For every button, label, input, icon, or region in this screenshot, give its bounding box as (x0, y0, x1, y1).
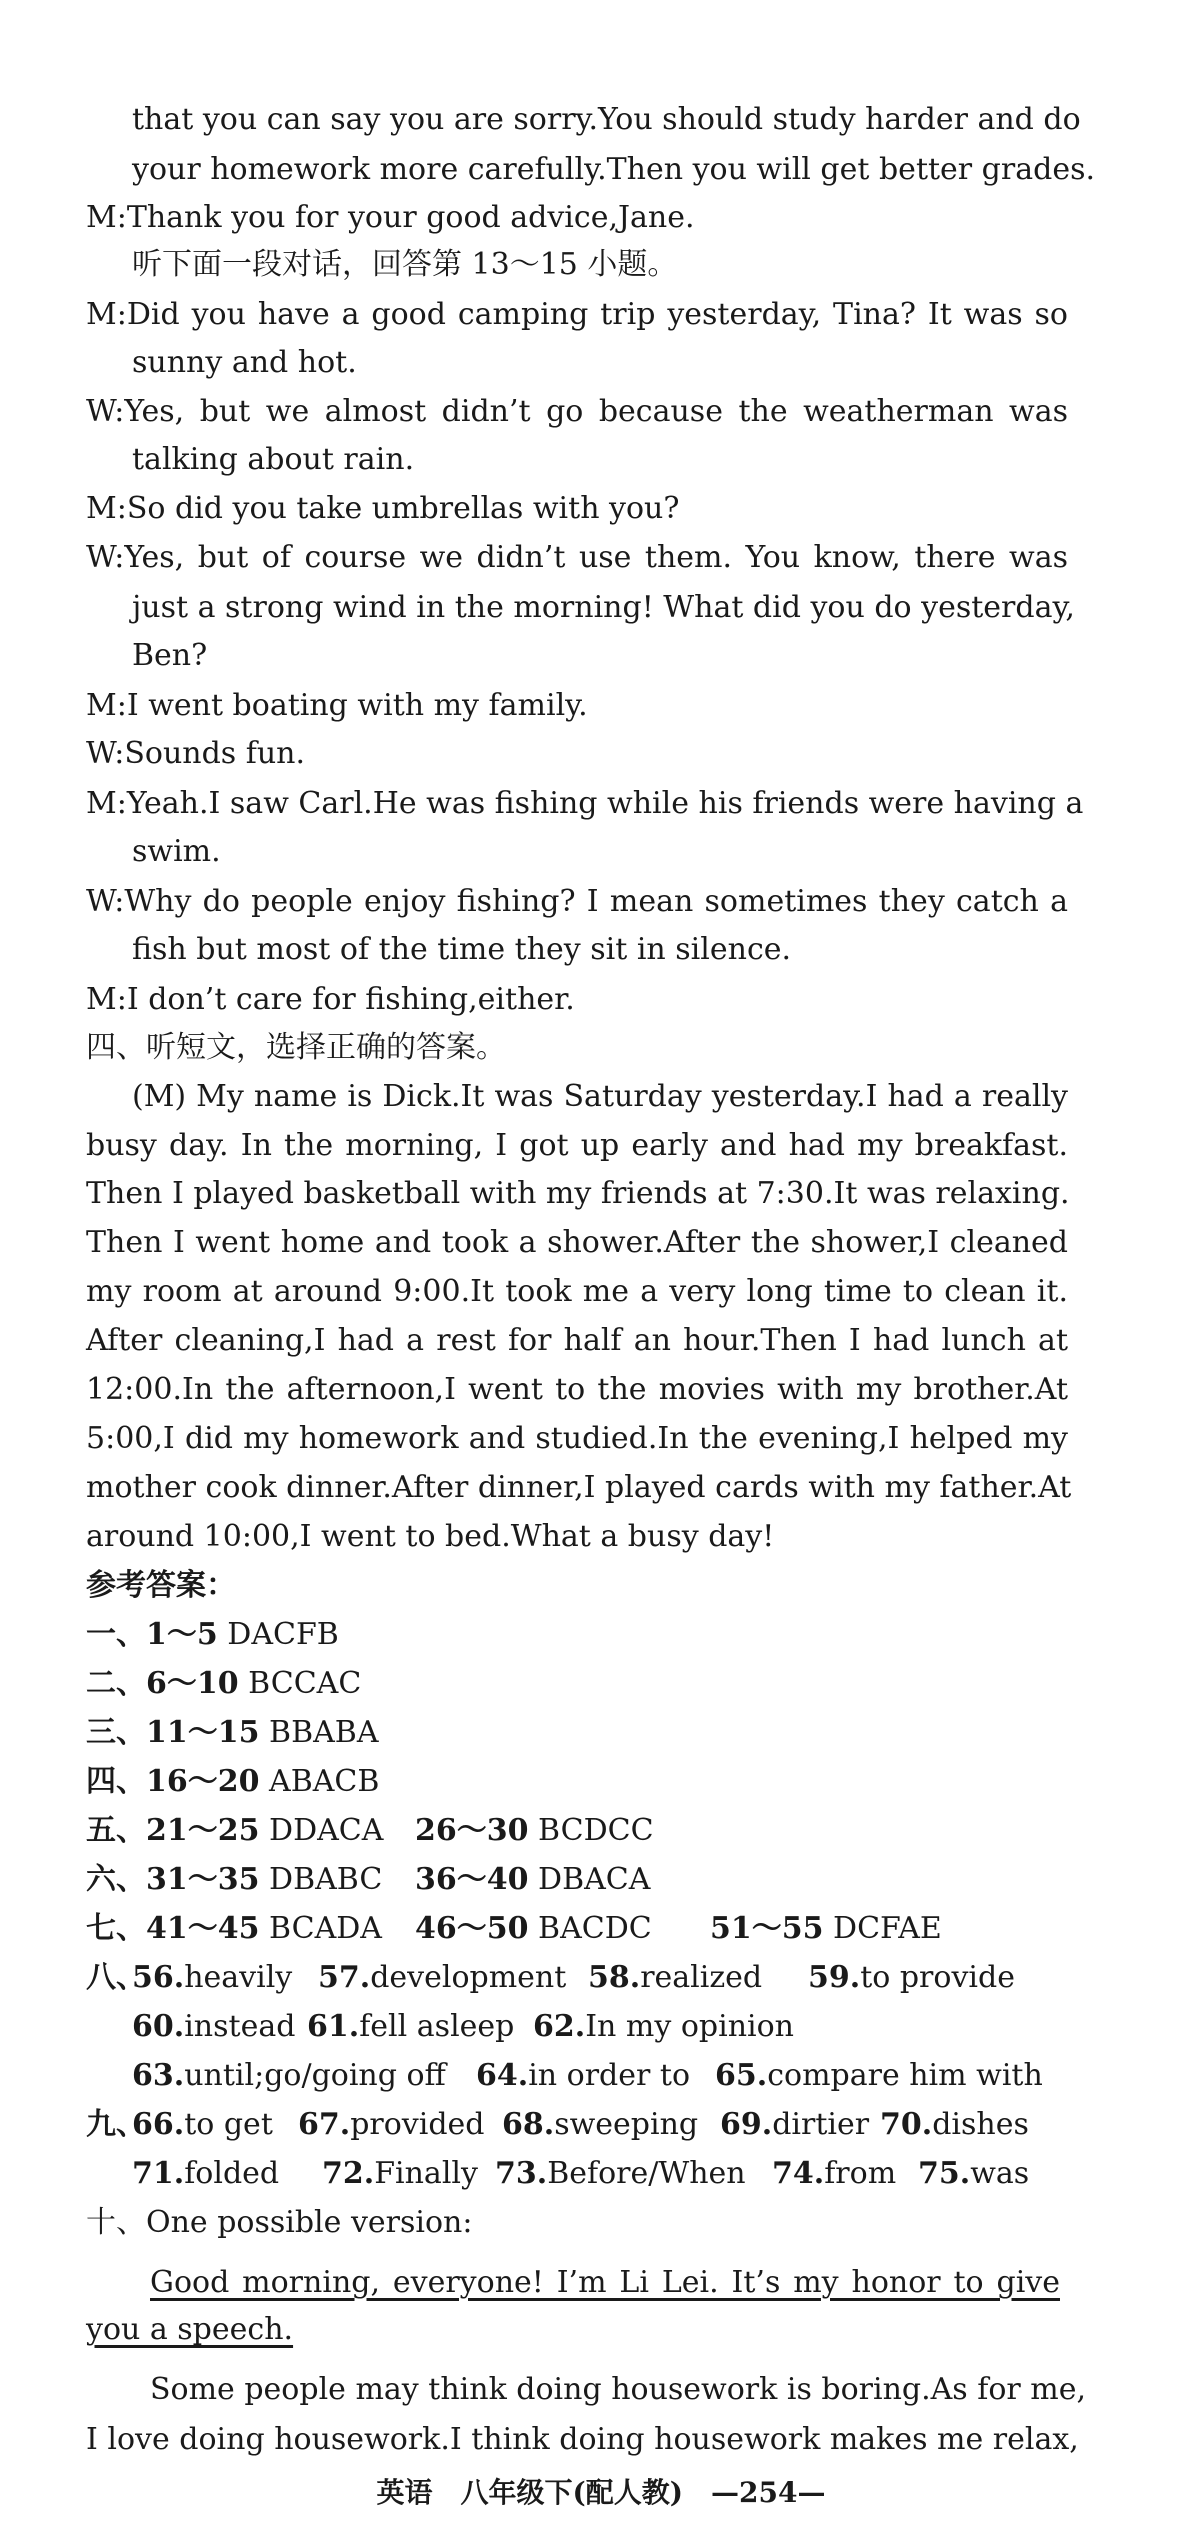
answer-item (307, 2007, 514, 2047)
answer-item (720, 2105, 869, 2145)
item-answer: fell asleep (359, 2009, 515, 2044)
item-answer: was (970, 2156, 1030, 2191)
answer-item (808, 1958, 1015, 1998)
answer-item (132, 2105, 273, 2145)
answer-item (132, 2007, 295, 2047)
dialogue-line: M:So did you take umbrellas with you? (86, 491, 680, 526)
item-answer: instead (184, 2009, 296, 2044)
item-answer: In my opinion (585, 2009, 795, 2044)
answers-heading: 参考答案： (86, 1568, 236, 1603)
answer-range: 六、31～35 (86, 1862, 260, 1897)
answer-range: 四、16～20 (86, 1764, 260, 1799)
dialogue-line: talking about rain. (132, 442, 415, 477)
instruction-13-15: 听下面一段对话，回答第 13～15 小题。 (132, 247, 678, 282)
answer-range: 36～40 (415, 1862, 529, 1897)
item-number: 65. (715, 2058, 768, 2093)
answer-range: 一、1～5 (86, 1617, 218, 1652)
item-answer: folded (184, 2156, 280, 2191)
passage-line: After cleaning,I had a rest for half an hour.Then I had lunch at (86, 1323, 1068, 1358)
essay-opening-line: Good morning, everyone! I’m Li Lei. It’s my honor to give (150, 2265, 1060, 2300)
dialogue-line: sunny and hot. (132, 345, 357, 380)
item-answer: heavily (184, 1960, 293, 1995)
section-label: 八、 (86, 1960, 146, 1995)
essay-line: Some people may think doing housework is boring.As for me, (150, 2372, 1087, 2407)
passage-line: 12:00.In the afternoon,I went to the movies with my brother.At (86, 1372, 1068, 1407)
answer-row (86, 1713, 379, 1753)
page-footer: 英语 八年级下(配人教) —254— (376, 2476, 826, 2509)
answer-item (132, 2056, 446, 2096)
answer-range: 五、21～25 (86, 1813, 260, 1848)
answer-item (476, 2056, 690, 2096)
dialogue-line: M:Did you have a good camping trip yesterday, Tina? It was so (86, 297, 1068, 332)
dialogue-line: W:Why do people enjoy fishing? I mean sometimes they catch a (86, 884, 1068, 919)
answer-row (86, 1860, 382, 1900)
item-answer: from (824, 2156, 897, 2191)
item-number: 71. (132, 2156, 185, 2191)
item-number: 64. (476, 2058, 529, 2093)
dialogue-line: Ben? (132, 638, 208, 673)
answer-item (588, 1958, 762, 1998)
answer-row (86, 1909, 382, 1949)
answer-key: BCCAC (238, 1666, 362, 1701)
passage-line: mother cook dinner.After dinner,I played cards with my father.At (86, 1470, 1072, 1505)
passage-line: Then I played basketball with my friends at 7:30.It was relaxing. (86, 1176, 1070, 1211)
answer-key: DACFB (217, 1617, 339, 1652)
dialogue-line: M:I don’t care for fishing,either. (86, 982, 575, 1017)
answer-row (710, 1909, 942, 1949)
item-number: 60. (132, 2009, 185, 2044)
item-answer: sweeping (554, 2107, 699, 2142)
answer-key: DBACA (528, 1862, 651, 1897)
answer-item (533, 2007, 794, 2047)
dialogue-line: M:Yeah.I saw Carl.He was fishing while his friends were having a (86, 786, 1084, 821)
item-number: 59. (808, 1960, 861, 1995)
passage-line: my room at around 9:00.It took me a very long time to clean it. (86, 1274, 1068, 1309)
answer-key: BCADA (259, 1911, 382, 1946)
item-number: 58. (588, 1960, 641, 1995)
dialogue-line: fish but most of the time they sit in silence. (132, 932, 792, 967)
passage-line: 5:00,I did my homework and studied.In the evening,I helped my (86, 1421, 1068, 1456)
answer-item (132, 2154, 279, 2194)
item-number: 72. (322, 2156, 375, 2191)
item-answer: compare him with (767, 2058, 1043, 2093)
answer-item (502, 2105, 698, 2145)
answer-row (415, 1909, 652, 1949)
answer-item (918, 2154, 1029, 2194)
answer-row (86, 1615, 339, 1655)
answer-item (772, 2154, 896, 2194)
item-answer: until;go/going off (184, 2058, 446, 2093)
answer-item (880, 2105, 1029, 2145)
item-number: 69. (720, 2107, 773, 2142)
dialogue-line: your homework more carefully.Then you will get better grades. (132, 152, 1096, 187)
dialogue-line: W:Yes, but we almost didn’t go because the weatherman was (86, 394, 1068, 429)
dialogue-line: swim. (132, 834, 221, 869)
item-answer: in order to (528, 2058, 691, 2093)
item-number: 70. (880, 2107, 933, 2142)
answer-key: DBABC (259, 1862, 383, 1897)
item-number: 57. (318, 1960, 371, 1995)
item-number: 75. (918, 2156, 971, 2191)
answer-range: 51～55 (710, 1911, 824, 1946)
section-label: 十、One possible version: (86, 2205, 473, 2240)
item-number: 67. (298, 2107, 351, 2142)
dialogue-line: M:I went boating with my family. (86, 688, 588, 723)
answer-row (415, 1860, 650, 1900)
passage-line: Then I went home and took a shower.After the shower,I cleaned (86, 1225, 1068, 1260)
dialogue-line: that you can say you are sorry.You should study harder and do (132, 102, 1081, 137)
answer-row (86, 1762, 379, 1802)
passage-line: busy day. In the morning, I got up early and had my breakfast. (86, 1128, 1068, 1163)
section-label: 九、 (86, 2107, 146, 2142)
answer-range: 三、11～15 (86, 1715, 260, 1750)
dialogue-line: W:Sounds fun. (86, 736, 306, 771)
answer-key: BCDCC (528, 1813, 654, 1848)
answer-item (318, 1958, 566, 1998)
item-answer: realized (640, 1960, 763, 1995)
answer-item (322, 2154, 478, 2194)
answer-item (715, 2056, 1043, 2096)
item-number: 56. (132, 1960, 185, 1995)
item-answer: Finally (374, 2156, 478, 2191)
item-number: 61. (307, 2009, 360, 2044)
answer-range: 二、6～10 (86, 1666, 239, 1701)
dialogue-line: W:Yes, but of course we didn’t use them. You know, there was (86, 540, 1068, 575)
passage-line: (M) My name is Dick.It was Saturday yesterday.I had a really (132, 1079, 1068, 1114)
answer-range: 46～50 (415, 1911, 529, 1946)
passage-line: around 10:00,I went to bed.What a busy day! (86, 1519, 775, 1554)
item-answer: dirtier (772, 2107, 870, 2142)
item-answer: Before/When (547, 2156, 746, 2191)
answer-key: DDACA (259, 1813, 384, 1848)
item-number: 62. (533, 2009, 586, 2044)
item-answer: to provide (860, 1960, 1015, 1995)
item-answer: dishes (932, 2107, 1029, 2142)
answer-range: 26～30 (415, 1813, 529, 1848)
item-number: 63. (132, 2058, 185, 2093)
dialogue-line: M:Thank you for your good advice,Jane. (86, 200, 695, 235)
item-number: 68. (502, 2107, 555, 2142)
answer-key: BACDC (528, 1911, 652, 1946)
essay-line: I love doing housework.I think doing housework makes me relax, (86, 2422, 1079, 2457)
item-answer: development (370, 1960, 567, 1995)
answer-key: BBABA (259, 1715, 379, 1750)
answer-item (132, 1958, 292, 1998)
answer-row (415, 1811, 654, 1851)
answer-row (86, 1664, 361, 1704)
answer-key: DCFAE (823, 1911, 942, 1946)
answer-key: ABACB (259, 1764, 380, 1799)
item-number: 73. (495, 2156, 548, 2191)
essay-opening-line: you a speech. (86, 2312, 294, 2347)
answer-row (86, 1811, 383, 1851)
item-number: 66. (132, 2107, 185, 2142)
item-number: 74. (772, 2156, 825, 2191)
dialogue-line: just a strong wind in the morning! What did you do yesterday, (132, 590, 1075, 625)
answer-item (495, 2154, 746, 2194)
item-answer: provided (350, 2107, 485, 2142)
item-answer: to get (184, 2107, 273, 2142)
answer-item (298, 2105, 485, 2145)
answer-range: 七、41～45 (86, 1911, 260, 1946)
section-4-heading: 四、听短文，选择正确的答案。 (86, 1030, 506, 1065)
